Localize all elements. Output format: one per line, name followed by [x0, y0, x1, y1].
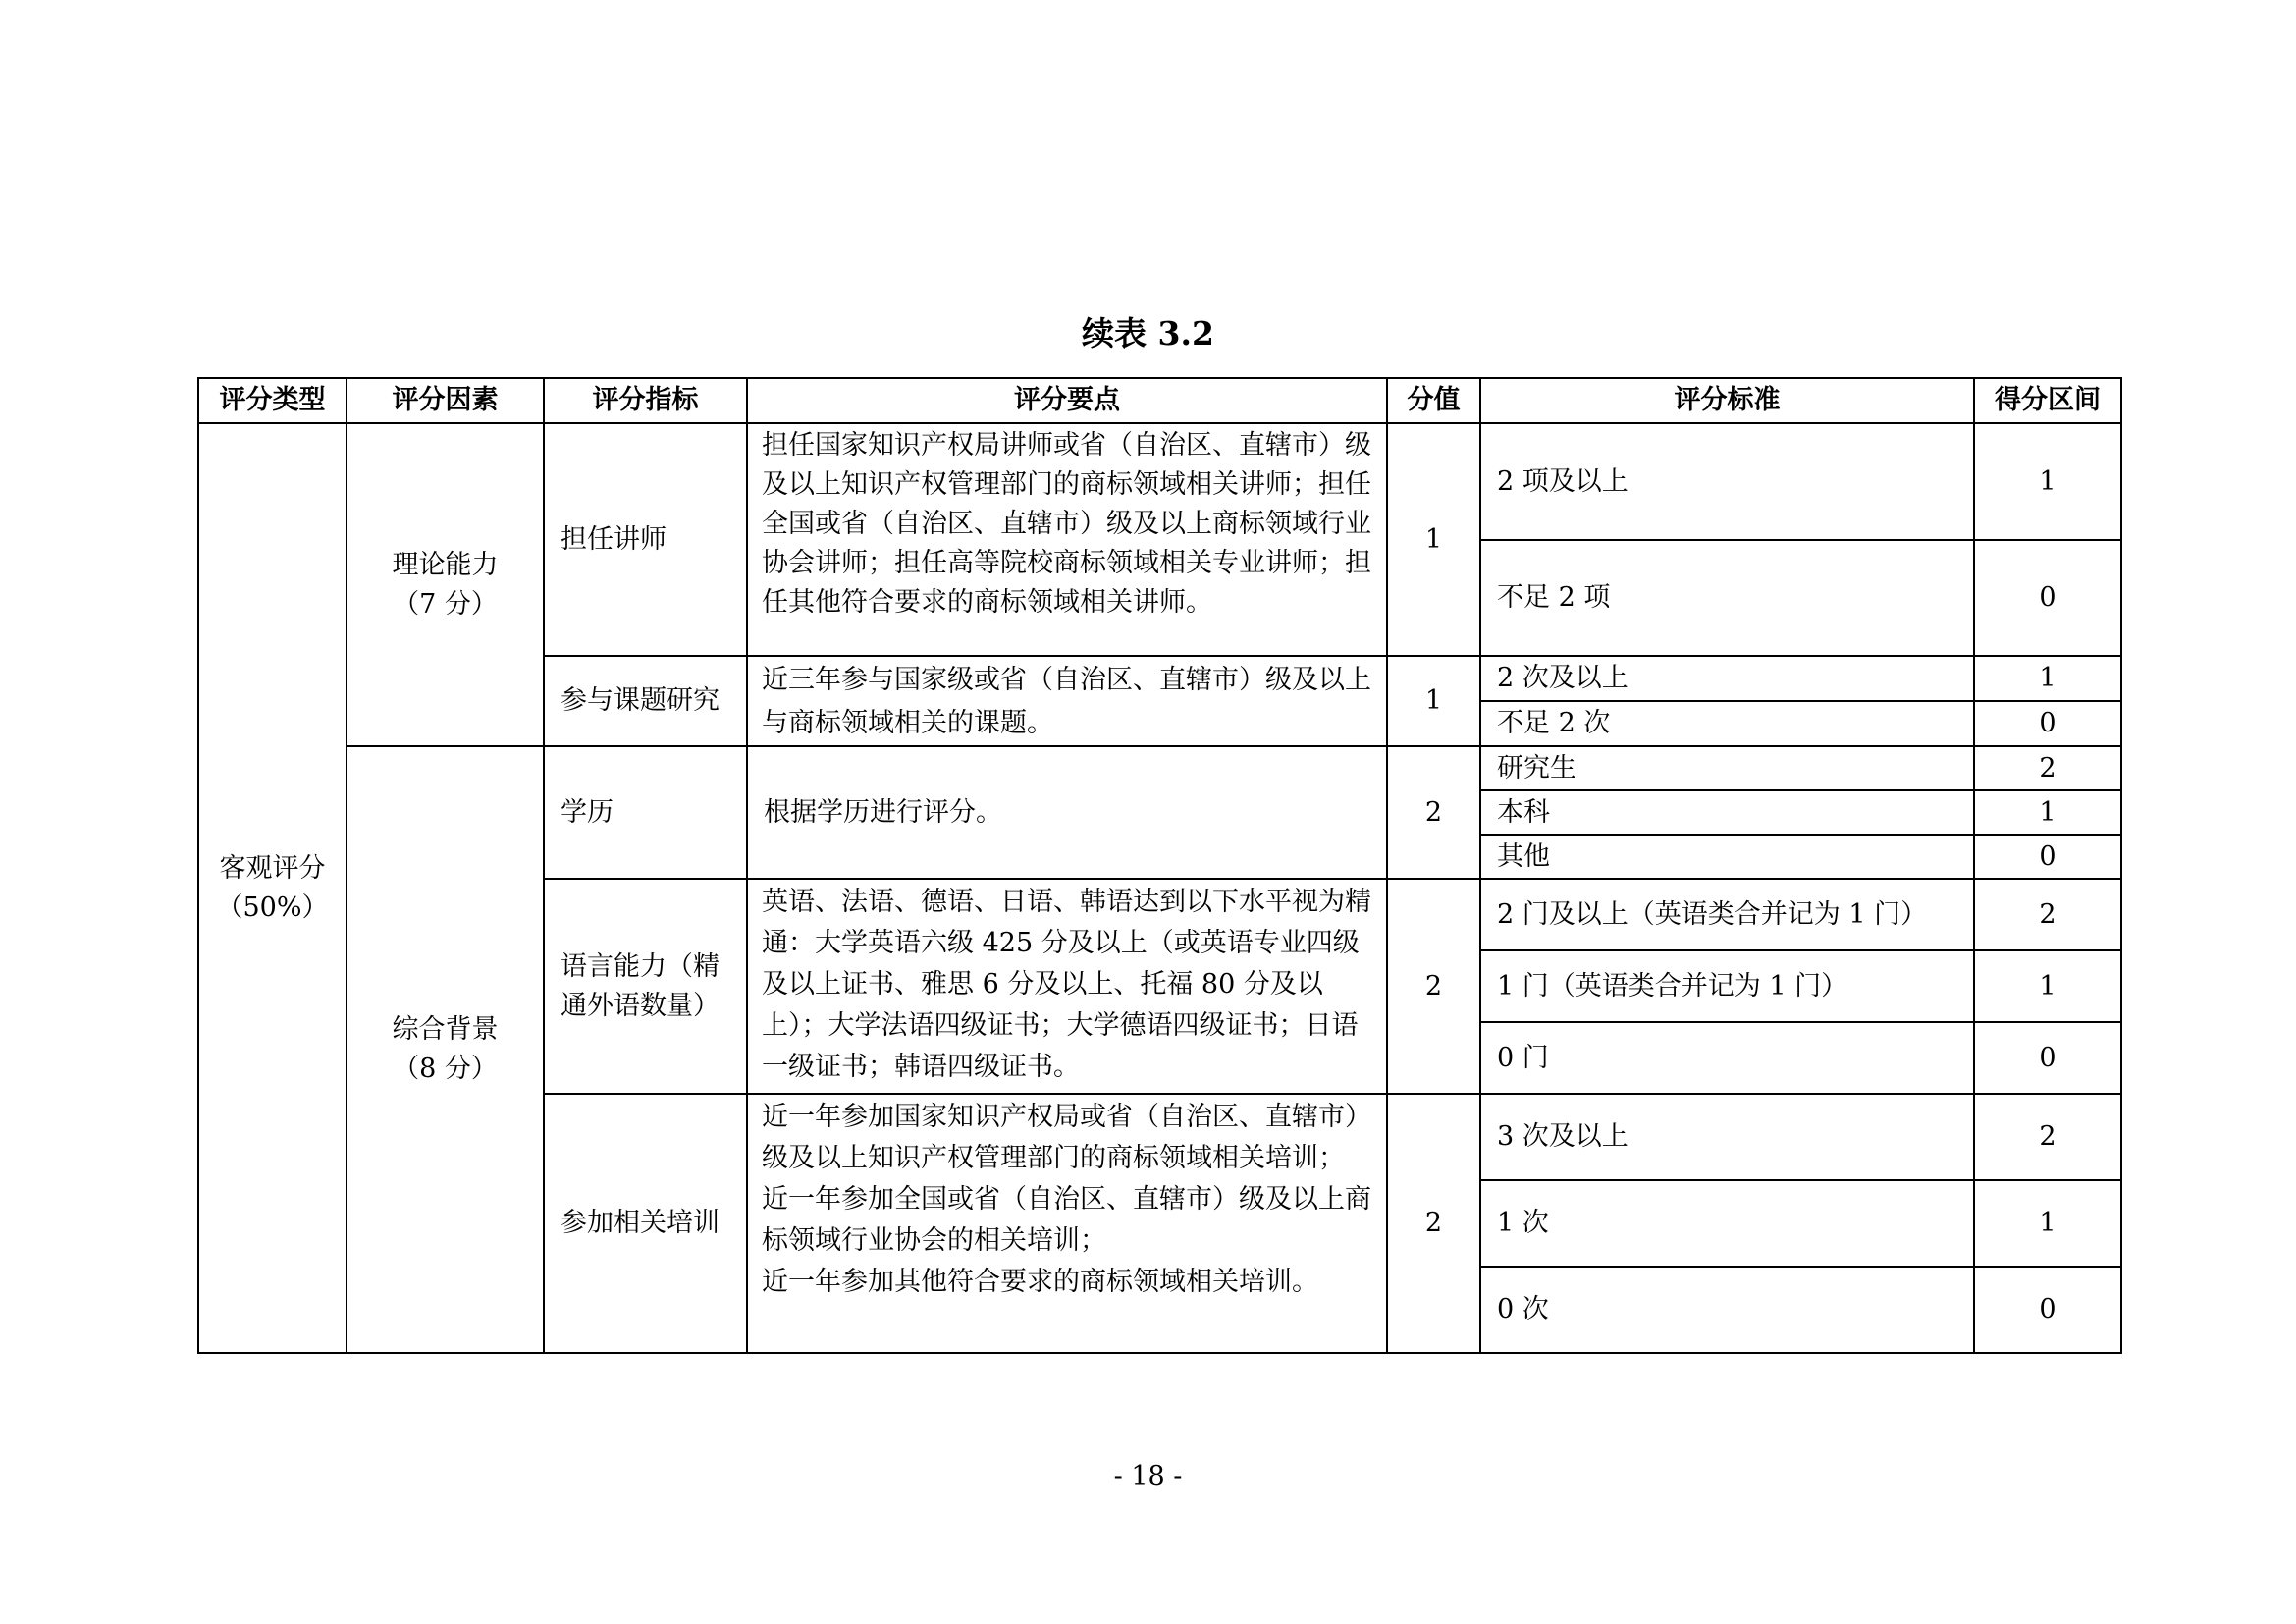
key-points-cell: 根据学历进行评分。	[747, 746, 1387, 879]
factor-name: 理论能力	[392, 549, 499, 580]
factor-points: （8 分）	[393, 1054, 498, 1084]
standard-cell: 本科	[1480, 790, 1974, 835]
standard-cell: 研究生	[1480, 746, 1974, 790]
value-cell: 2	[1387, 746, 1480, 879]
standard-cell: 3 次及以上	[1480, 1094, 1974, 1180]
page-number: - 18 -	[1113, 1461, 1183, 1491]
value-cell: 1	[1387, 656, 1480, 746]
standard-cell: 不足 2 次	[1480, 701, 1974, 746]
range-cell: 2	[1974, 879, 2121, 950]
indicator-cell: 学历	[544, 746, 747, 879]
header-standard: 评分标准	[1480, 378, 1974, 423]
key-point-line: 近一年参加国家知识产权局或省（自治区、直辖市）级及以上知识产权管理部门的商标领域相关培训；	[762, 1102, 1371, 1173]
range-cell: 1	[1974, 790, 2121, 835]
standard-cell: 2 门及以上（英语类合并记为 1 门）	[1480, 879, 1974, 950]
indicator-cell: 担任讲师	[544, 423, 747, 656]
range-cell: 0	[1974, 1022, 2121, 1094]
table-title: 续表 3.2	[1082, 314, 1214, 352]
key-point-line: 近一年参加其他符合要求的商标领域相关培训。	[762, 1267, 1318, 1297]
key-points-cell: 担任国家知识产权局讲师或省（自治区、直辖市）级及以上知识产权管理部门的商标领域相关讲师；担任全国或省（自治区、直辖市）级及以上商标领域行业协会讲师；担任高等院校商标领域相关专业讲师；担任其他符合要求的商标领域相关讲师。	[747, 423, 1387, 656]
standard-cell: 2 项及以上	[1480, 423, 1974, 540]
indicator-cell: 参加相关培训	[544, 1094, 747, 1353]
key-points-cell: 英语、法语、德语、日语、韩语达到以下水平视为精通：大学英语六级 425 分及以上（或英语专业四级及以上证书、雅思 6 分及以上、托福 80 分及以上）；大学法语四级证书；大学德语四级证书；日语一级证书；韩语四级证书。	[747, 879, 1387, 1094]
factor-name: 综合背景	[392, 1014, 499, 1045]
range-cell: 1	[1974, 1180, 2121, 1267]
score-type-name: 客观评分	[219, 852, 326, 884]
key-point-line: 近一年参加全国或省（自治区、直辖市）级及以上商标领域行业协会的相关培训；	[762, 1184, 1371, 1256]
range-cell: 1	[1974, 423, 2121, 540]
table-row	[198, 746, 2121, 790]
score-type-cell	[198, 423, 347, 1353]
range-cell: 2	[1974, 1094, 2121, 1180]
table-row	[198, 423, 2121, 540]
range-cell: 0	[1974, 835, 2121, 879]
standard-cell: 0 门	[1480, 1022, 1974, 1094]
range-cell: 0	[1974, 540, 2121, 656]
range-cell: 0	[1974, 1267, 2121, 1353]
value-cell: 2	[1387, 1094, 1480, 1353]
factor-points: （7 分）	[393, 588, 498, 620]
factor-cell	[347, 423, 544, 746]
value-cell: 2	[1387, 879, 1480, 1094]
key-points-cell: 近三年参与国家级或省（自治区、直辖市）级及以上与商标领域相关的课题。	[747, 656, 1387, 746]
score-type-weight: （50%）	[216, 892, 329, 923]
standard-cell: 不足 2 项	[1480, 540, 1974, 656]
header-score-factor: 评分因素	[347, 378, 544, 423]
header-score-range: 得分区间	[1974, 378, 2121, 423]
header-key-points: 评分要点	[747, 378, 1387, 423]
header-value: 分值	[1387, 378, 1480, 423]
range-cell: 0	[1974, 701, 2121, 746]
standard-cell: 1 次	[1480, 1180, 1974, 1267]
indicator-cell: 参与课题研究	[544, 656, 747, 746]
key-points-cell	[747, 1094, 1387, 1353]
scoring-table	[197, 377, 2122, 1354]
standard-cell: 1 门（英语类合并记为 1 门）	[1480, 950, 1974, 1022]
indicator-cell: 语言能力（精通外语数量）	[544, 879, 747, 1094]
range-cell: 2	[1974, 746, 2121, 790]
standard-cell: 2 次及以上	[1480, 656, 1974, 701]
header-row	[198, 378, 2121, 423]
range-cell: 1	[1974, 656, 2121, 701]
standard-cell: 0 次	[1480, 1267, 1974, 1353]
header-score-indicator: 评分指标	[544, 378, 747, 423]
factor-cell	[347, 746, 544, 1353]
header-score-type: 评分类型	[198, 378, 347, 423]
range-cell: 1	[1974, 950, 2121, 1022]
standard-cell: 其他	[1480, 835, 1974, 879]
value-cell: 1	[1387, 423, 1480, 656]
